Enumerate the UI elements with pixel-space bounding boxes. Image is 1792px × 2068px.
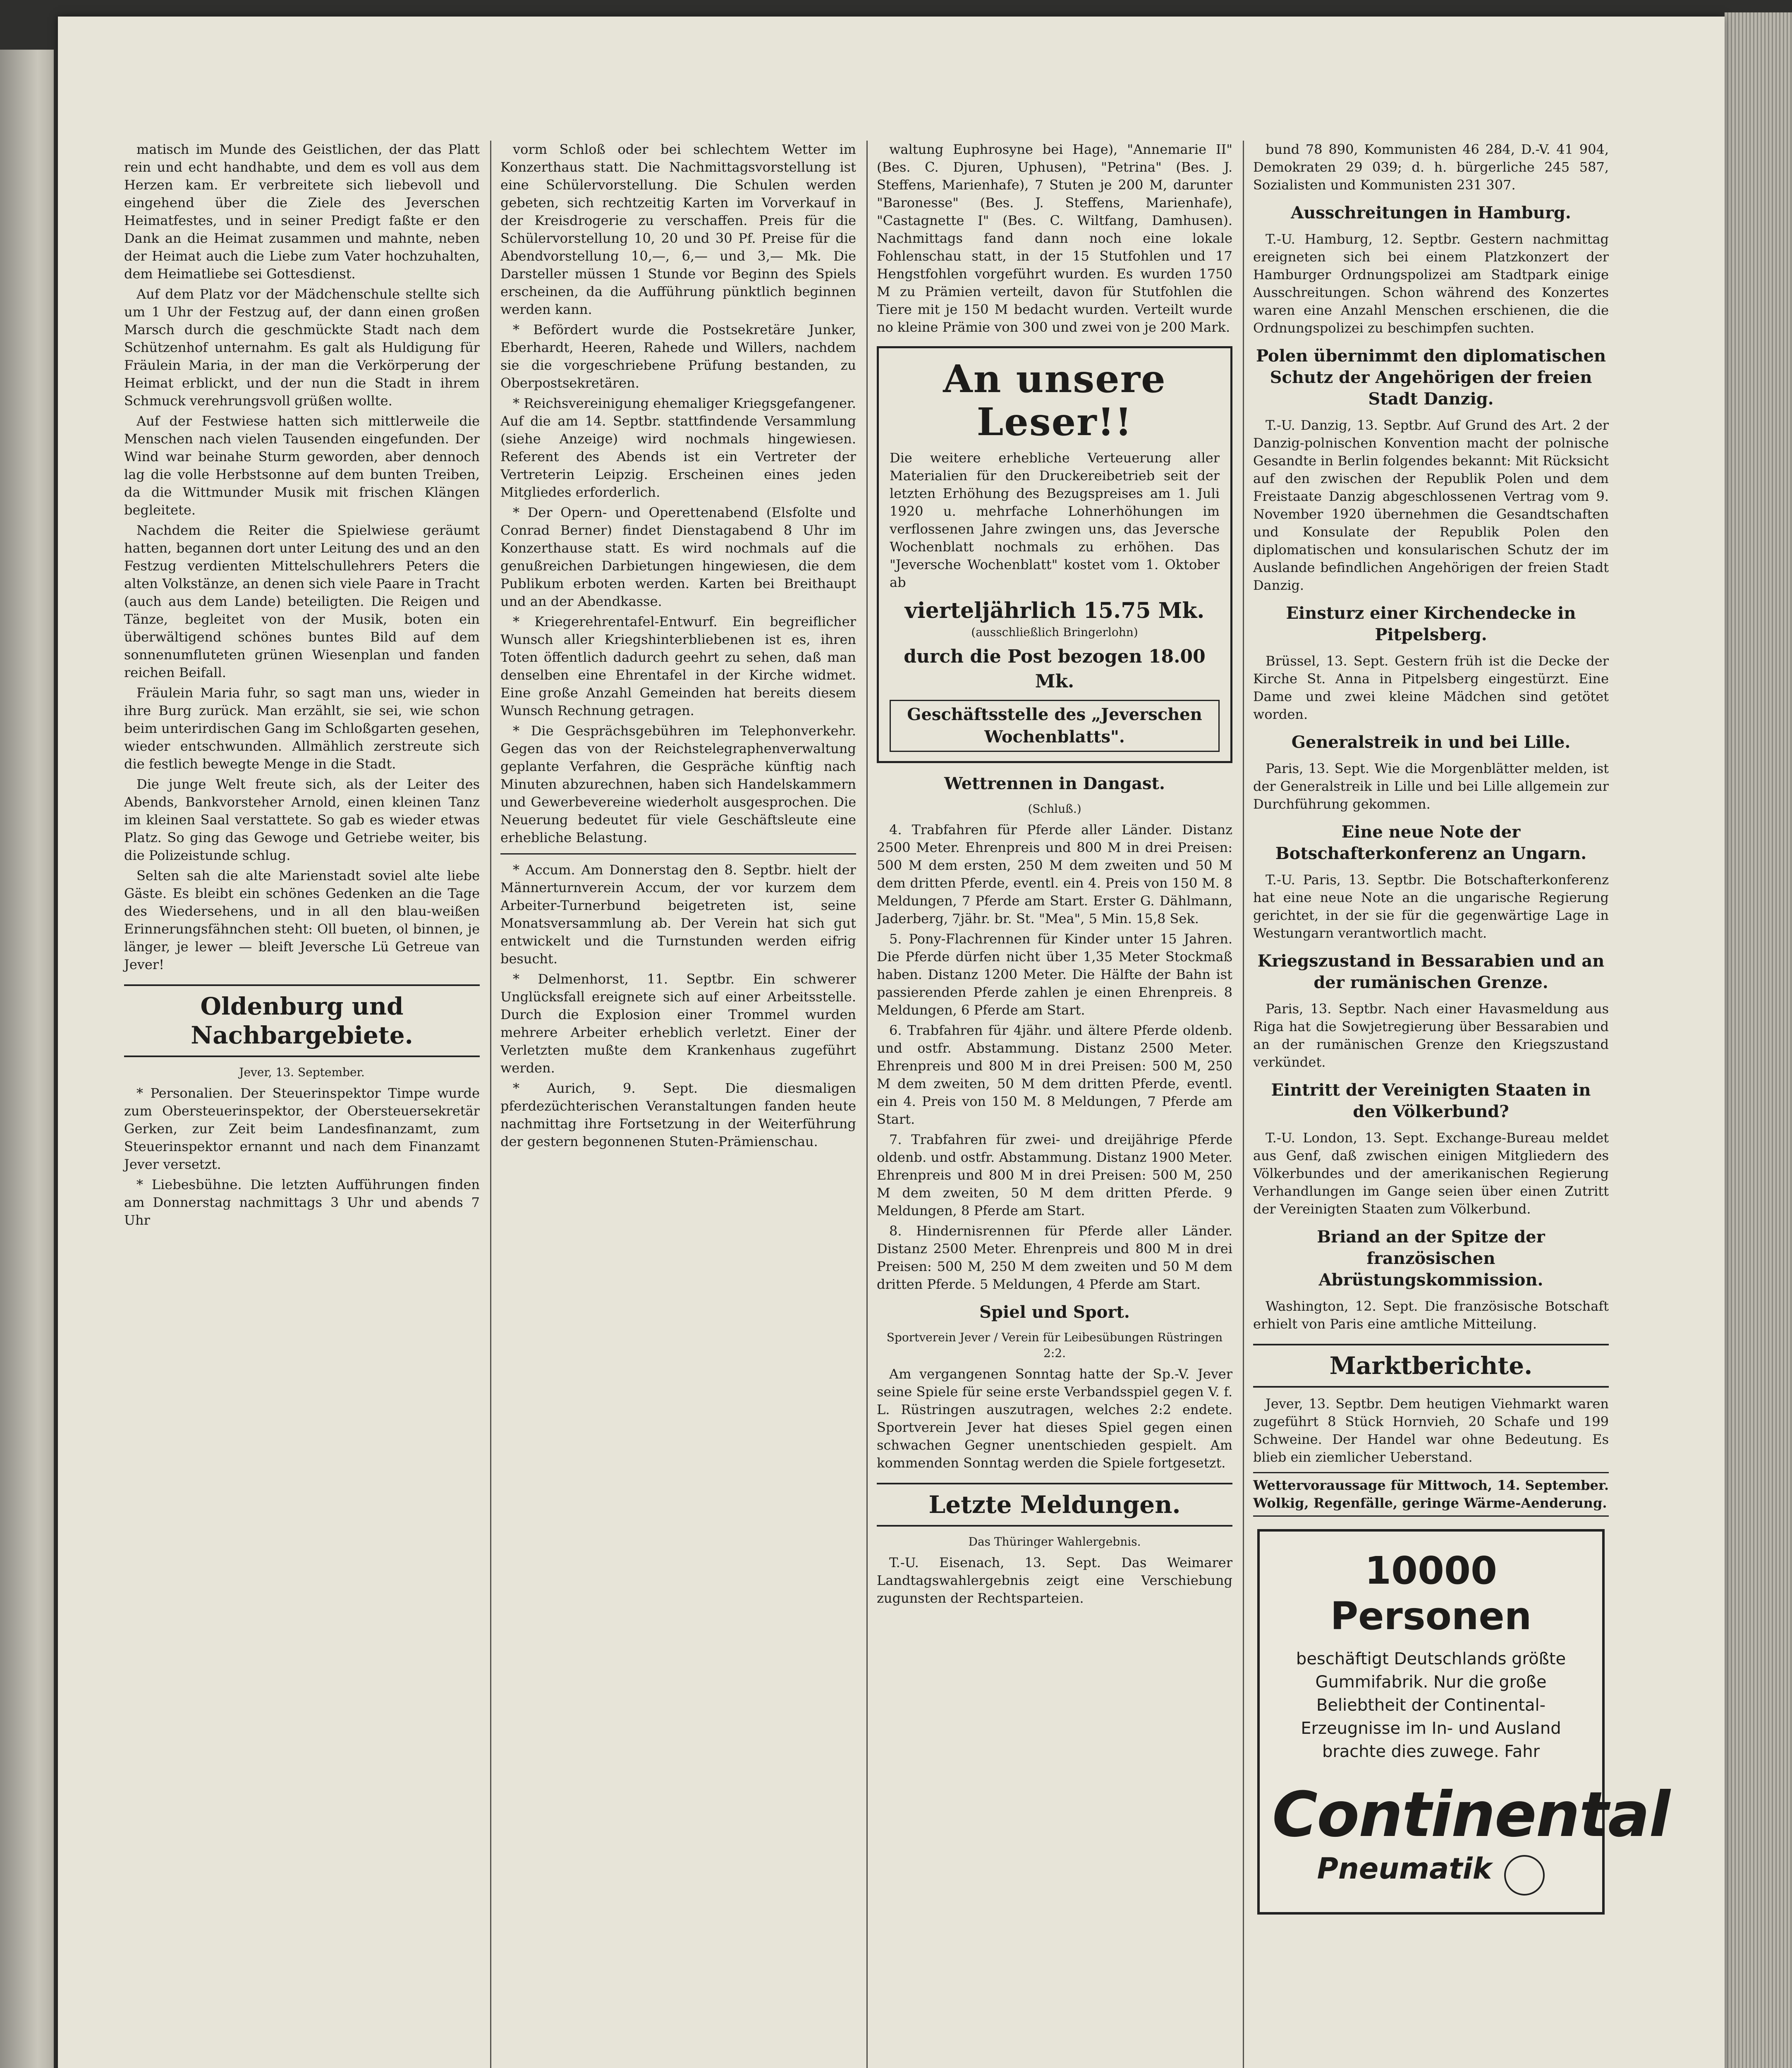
paragraph: Washington, 12. Sept. Die französische Botschaft erhielt von Paris eine amtliche Mitteilung.	[1253, 1298, 1609, 1332]
paragraph: * Der Opern- und Operettenabend (Elsfolte und Conrad Berner) findet Dienstagabend 8 Uhr im Konzerthause statt. Es wird nochmals auf die genußreichen Darbietungen hingewiesen, die dem Publikum erboten werden. Karten bei Breithaupt und an der Abendkasse.	[500, 505, 856, 609]
notice-note: (ausschließlich Bringerlohn)	[971, 625, 1138, 639]
article-heading: Generalstreik in und bei Lille.	[1291, 732, 1571, 752]
column-1	[124, 141, 480, 2068]
paragraph: 6. Trabfahren für 4jähr. und ältere Pferde oldenb. und ostfr. Abstammung. Distanz 2500 Meter. Ehrenpreis und 800 M in drei Preisen: 500 M, 250 M dem zweiten, 50 M dem dritten Pferde, eventl. ein 4. Preis von 150 M. 8 Meldungen, 7 Pferde am Start.	[877, 1022, 1232, 1127]
column-rule	[490, 141, 491, 2068]
article-heading: Ausschreitungen in Hamburg.	[1291, 203, 1571, 223]
article-heading: Eintritt der Vereinigten Staaten in den Völkerbund?	[1271, 1080, 1591, 1121]
paragraph: * Liebesbühne. Die letzten Aufführungen finden am Donnerstag nachmittags 3 Uhr und abends 7 Uhr	[124, 1177, 480, 1228]
paragraph: matisch im Munde des Geistlichen, der das Platt rein und echt handhabte, und dem es voll aus dem Herzen kam. Er verbreitete sich liebevoll und eingehend über die Ziele des Jeverschen Heimatfestes, und in seiner Predigt faßte er den Dank an die Heimat zusammen und mahnte, neben der Heimat auch die Liebe zum Vater hochzuhalten, dem Heimatliebe sei Gottesdienst.	[124, 141, 480, 282]
paragraph: Paris, 13. Sept. Wie die Morgenblätter melden, ist der Generalstreik in Lille und bei Lille allgemein zur Durchführung gekommen.	[1253, 761, 1609, 812]
section-title: Oldenburg und Nachbargebiete.	[124, 984, 480, 1057]
paragraph: * Aurich, 9. Sept. Die diesmaligen pferdezüchterischen Veranstaltungen fanden heute nachmittag ihre Fortsetzung in der Weiterführung der gestern begonnenen Stuten-Prämienschau.	[500, 1080, 856, 1149]
section-title: Letzte Meldungen.	[877, 1483, 1232, 1527]
column-rule	[1243, 141, 1244, 2068]
paragraph: 8. Hindernisrennen für Pferde aller Länder. Distanz 2500 Meter. Ehrenpreis und 800 M in drei Preisen: 500 M, 250 M dem zweiten und 50 M dem dritten Pferde. 5 Meldungen, 4 Pferde am Start.	[877, 1223, 1232, 1292]
paragraph: T.-U. London, 13. Sept. Exchange-Bureau meldet aus Genf, daß zwischen einigen Mitgliedern des Völkerbundes und der amerikanischen Regierung Verhandlungen im Gange seien über einen Zutritt der Vereinigten Staaten zum Völkerbund.	[1253, 1130, 1609, 1217]
article-heading: Spiel und Sport.	[979, 1302, 1130, 1322]
article-subheading: Das Thüringer Wahlergebnis.	[968, 1535, 1141, 1549]
paragraph: * Personalien. Der Steuerinspektor Timpe wurde zum Obersteuerinspektor, der Obersteuersekretär Gerken, zur Zeit beim Landesfinanzamt, zum Steuerinspektor ernannt und nach dem Finanzamt Jever versetzt.	[124, 1085, 480, 1172]
ad-brand-logo: Continental	[1272, 1779, 1670, 1851]
article-subheading: (Schluß.)	[1028, 802, 1081, 816]
paragraph: 7. Trabfahren für zwei- und dreijährige Pferde oldenb. und ostfr. Abstammung. Distanz 1900 Meter. Ehrenpreis und 800 M in drei Preisen: 500 M, 250 M dem zweiten, 50 M dem dritten Pferde. 9 Meldungen, 8 Pferde am Start.	[877, 1132, 1232, 1218]
horse-emblem-icon	[1504, 1855, 1545, 1896]
paragraph: * Kriegerehrentafel-Entwurf. Ein begreiflicher Wunsch aller Kriegshinterbliebenen ist es, ihren Toten öffentlich dadurch geehrt zu sehen, daß man denselben eine Ehrentafel in der Kirche widmet. Eine große Anzahl Gemeinden hat bereits diesem Wunsch Rechnung getragen.	[500, 614, 856, 718]
paragraph: T.-U. Paris, 13. Septbr. Die Botschafterkonferenz hat eine neue Note an die ungarische Regierung gerichtet, in der sie für die gegenwärtige Lage in Westungarn verantwortlich macht.	[1253, 872, 1609, 941]
paragraph: T.-U. Danzig, 13. Septbr. Auf Grund des Art. 2 der Danzig-polnischen Konvention macht der polnische Gesandte in Berlin folgendes bekannt: Mit Rücksicht auf den zwischen der Republik Polen und dem Freistaate Danzig abgeschlossenen Vertrag vom 9. November 1920 übernehmen die Gesandtschaften und Konsulate der Republik Polen den diplomatischen und konsularischen Schutz der im Auslande befindlichen Angehörigen der freien Stadt Danzig.	[1253, 417, 1609, 593]
continental-advertisement	[1257, 1529, 1670, 1915]
reader-notice-box	[877, 346, 1232, 763]
paragraph: Nachdem die Reiter die Spielwiese geräumt hatten, begannen dort unter Leitung des und an den Festzug verdienten Mittelschullehrers Peters die alten Volkstänze, an denen sich viele Paare in Tracht (auch aus dem Lande) beteiligten. Die Reigen und Tänze, begleitet von der Musik, boten ein überwältigend schönes buntes Bild auf dem sonnenumfluteten grünen Wiesenplan und fanden reichen Beifall.	[124, 522, 480, 680]
column-3	[877, 141, 1232, 2068]
article-heading: Kriegszustand in Bessarabien und an der rumänischen Grenze.	[1257, 951, 1605, 992]
column-rule	[866, 141, 868, 2068]
paragraph: * Reichsvereinigung ehemaliger Kriegsgefangener. Auf die am 14. Septbr. stattfindende Versammlung (siehe Anzeige) wird nochmals hingewiesen. Referent des Abends ist ein Vertreter der Vertreterin Leipzig. Erscheinen eines jeden Mitgliedes erforderlich.	[500, 395, 856, 500]
paragraph: * Accum. Am Donnerstag den 8. Septbr. hielt der Männerturnverein Accum, der vor kurzem dem Arbeiter-Turnerbund beigetreten ist, seine Monatsversammlung ab. Der Verein hat sich gut entwickelt und die Turnstunden werden eifrig besucht.	[500, 862, 856, 967]
notice-title: An unsere Leser!!	[943, 357, 1166, 444]
paragraph: * Befördert wurde die Postsekretäre Junker, Eberhardt, Heeren, Rahede und Willers, nachdem sie die vorgeschriebene Prüfung bestanden, zu Oberpostsekretären.	[500, 322, 856, 391]
column-2	[500, 141, 856, 2068]
notice-post-price: durch die Post bezogen 18.00 Mk.	[904, 646, 1206, 692]
paragraph: Brüssel, 13. Sept. Gestern früh ist die Decke der Kirche St. Anna in Pitpelsberg eingestürzt. Eine Dame und zwei kleine Mädchen sind getötet worden.	[1253, 653, 1609, 722]
paragraph: T.-U. Hamburg, 12. Septbr. Gestern nachmittag ereigneten sich bei einem Platzkonzert der Hamburger Ordnungspolizei am Stadtpark einige Ausschreitungen. Schon während des Konzertes waren eine Anzahl Menschen erschienen, die die Ordnungspolizei zu beschimpfen suchten.	[1253, 231, 1609, 336]
paragraph: T.-U. Eisenach, 13. Sept. Das Weimarer Landtagswahlergebnis zeigt eine Verschiebung zugunsten der Rechtsparteien.	[877, 1555, 1232, 1606]
paragraph: waltung Euphrosyne bei Hage), "Annemarie II" (Bes. C. Djuren, Uphusen), "Petrina" (Bes. J. Steffens, Marienhafe), 7 Stuten je 200 M, darunter "Baronesse" (Bes. J. Steffens, Marienhafe), "Castagnette I" (Bes. C. Wiltfang, Damhusen). Nachmittags fand dann noch eine lokale Fohlenschau statt, in der 15 Stutfohlen und 17 Hengstfohlen vorgeführt wurden. Es wurden 1750 M zu Prämien verteilt, davon für Stutfohlen die Tiere mit je 150 M bedacht wurden. Verteilt wurde no kleine Prämie von 300 und zwei von je 200 Mark.	[877, 141, 1232, 335]
paragraph: * Die Gesprächsgebühren im Telephonverkehr. Gegen das von der Reichstelegraphenverwaltung geplante Verfahren, die Gespräche künftig nach Minuten abzurechnen, haben sich Handelskammern und Gewerbevereine wiederholt ausgesprochen. Die Neuerung bedeutet für viele Geschäftsleute eine erhebliche Belastung.	[500, 723, 856, 845]
article-heading: Eine neue Note der Botschafterkonferenz an Ungarn.	[1275, 822, 1587, 863]
article-heading: Briand an der Spitze der französischen Abrüstungskommission.	[1317, 1227, 1545, 1290]
ad-headline: 10000 Personen	[1330, 1549, 1532, 1638]
page-stack-edge	[1725, 12, 1792, 2068]
paragraph: Die junge Welt freute sich, als der Leiter des Abends, Bankvorsteher Arnold, einen kleinen Tanz im kleinen Saal verstattete. So gab es wieder etwas Platz. So ging das Gewoge und Getriebe weiter, bis die Polizeistunde schlug.	[124, 776, 480, 863]
paragraph: Fräulein Maria fuhr, so sagt man uns, wieder in ihre Burg zurück. Man erzählt, sie sei, wie schon beim unterirdischen Gang im Schloßgarten gesehen, wieder entschwunden. Allmählich zerstreute sich die festlich bewegte Menge in die Stadt.	[124, 685, 480, 772]
paragraph: Selten sah die alte Marienstadt soviel alte liebe Gäste. Es bleibt ein schönes Gedenken an die Tage des Wiedersehens, und in all den blau-weißen Erinnerungsfähnchen steht: Oll bueten, ol binnen, je länger, je lewer — bleift Jeversche Lü Getreue van Jever!	[124, 868, 480, 972]
section-title: Marktberichte.	[1253, 1344, 1609, 1388]
ad-tagline: Pneumatik	[1317, 1852, 1492, 1886]
article-heading: Einsturz einer Kirchendecke in Pitpelsberg.	[1286, 603, 1576, 644]
paragraph: 4. Trabfahren für Pferde aller Länder. Distanz 2500 Meter. Ehrenpreis und 800 M in drei Preisen: 500 M dem ersten, 250 M dem zweiten und 50 M dem dritten Pferde, eventl. ein 4. Preis von 150 M. 8 Meldungen, 7 Pferde am Start. Erster G. Dählmann, Jaderberg, 7jähr. br. St. "Mea", 5 Min. 15,8 Sek.	[877, 822, 1232, 926]
previous-page-edge	[0, 50, 54, 2068]
column-4	[1253, 141, 1670, 2068]
article-heading: Wettrennen in Dangast.	[944, 774, 1165, 793]
dateline: Jever, 13. September.	[239, 1065, 365, 1079]
ad-text: beschäftigt Deutschlands größte Gummifabrik. Nur die große Beliebtheit der Continental-Erzeugnisse im In- und Ausland brachte dies zuwege. Fahr	[1296, 1649, 1566, 1761]
paragraph: Jever, 13. Septbr. Dem heutigen Viehmarkt waren zugeführt 8 Stück Hornvieh, 20 Schafe und 199 Schweine. Der Handel war ohne Bedeutung. Es blieb ein ziemlicher Ueberstand.	[1253, 1396, 1609, 1465]
weather-forecast: Wettervoraussage für Mittwoch, 14. September. Wolkig, Regenfälle, geringe Wärme-Aenderung.	[1253, 1472, 1609, 1517]
paragraph: vorm Schloß oder bei schlechtem Wetter im Konzerthaus statt. Die Nachmittagsvorstellung ist eine Schülervorstellung. Die Schulen werden gebeten, sich rechtzeitig Karten im Vorverkauf in der Kreisdrogerie zu verschaffen. Preis für die Schülervorstellung 10, 20 und 30 Pf. Preise für die Abendvorstellung 10,—, 6,— und 3,— Mk. Die Darsteller müssen 1 Stunde vor Beginn des Spiels erscheinen, da die Aufführung pünktlich beginnen werden kann.	[500, 141, 856, 317]
paragraph: * Delmenhorst, 11. Septbr. Ein schwerer Unglücksfall ereignete sich auf einer Arbeitsstelle. Durch die Explosion einer Trommel wurden mehrere Arbeiter erheblich verletzt. Einer der Verletzten mußte dem Krankenhaus zugeführt werden.	[500, 971, 856, 1076]
paragraph: Am vergangenen Sonntag hatte der Sp.-V. Jever seine Spiele für seine erste Verbandsspiel gegen V. f. L. Rüstringen auszutragen, welches 2:2 endete. Sportverein Jever hat dieses Spiel gegen einen schwachen Gegner unentschieden gespielt. Am kommenden Sonntag werden die Spiele fortgesetzt.	[877, 1366, 1232, 1471]
notice-price: vierteljährlich 15.75 Mk.	[904, 598, 1205, 623]
notice-office: Geschäftsstelle des „Jeverschen Wochenblatts".	[890, 700, 1220, 752]
article-subheading: Sportverein Jever / Verein für Leibesübungen Rüstringen 2:2.	[886, 1331, 1223, 1360]
article-heading: Polen übernimmt den diplomatischen Schutz der Angehörigen der freien Stadt Danzig.	[1256, 346, 1606, 409]
notice-body: Die weitere erhebliche Verteuerung aller Materialien für den Druckereibetrieb seit der letzten Erhöhung des Bezugspreises am 1. Juli 1920 u. mehrfache Lohnerhöhungen im verflossenen Jahre zwingen uns, das Jeversche Wochenblatt nochmals zu erhöhen. Das "Jeversche Wochenblatt" kostet vom 1. Oktober ab	[890, 450, 1220, 590]
paragraph: Auf dem Platz vor der Mädchenschule stellte sich um 1 Uhr der Festzug auf, der dann einen großen Marsch durch die geschmückte Stadt nach dem Schützenhof unternahm. Es galt als Huldigung für Fräulein Maria, in der man die Verkörperung der Heimat erblickt, und der nun die Stadt in ihrem Schmuck verehrungsvoll grüßen wollte.	[124, 286, 480, 409]
newspaper-page	[58, 17, 1725, 2068]
paragraph: bund 78 890, Kommunisten 46 284, D.-V. 41 904, Demokraten 29 039; d. h. bürgerliche 245 587, Sozialisten und Kommunisten 231 307.	[1253, 141, 1609, 193]
paragraph: 5. Pony-Flachrennen für Kinder unter 15 Jahren. Die Pferde dürfen nicht über 1,35 Meter Stockmaß haben. Distanz 1200 Meter. Die Hälfte der Bahn ist passierenden Pferde zahlen je einen Ehrenpreis. 8 Meldungen, 6 Pferde am Start.	[877, 931, 1232, 1018]
paragraph: Paris, 13. Septbr. Nach einer Havasmeldung aus Riga hat die Sowjetregierung über Bessarabien und an der rumänischen Grenze den Kriegszustand verkündet.	[1253, 1001, 1609, 1070]
paragraph: Auf der Festwiese hatten sich mittlerweile die Menschen nach vielen Tausenden eingefunden. Der Wind war beinahe Sturm geworden, aber dennoch lag die volle Herbstsonne auf dem bunten Treiben, da die Wittmunder Musik mit frischen Klängen begleitete.	[124, 413, 480, 518]
divider	[500, 853, 856, 854]
